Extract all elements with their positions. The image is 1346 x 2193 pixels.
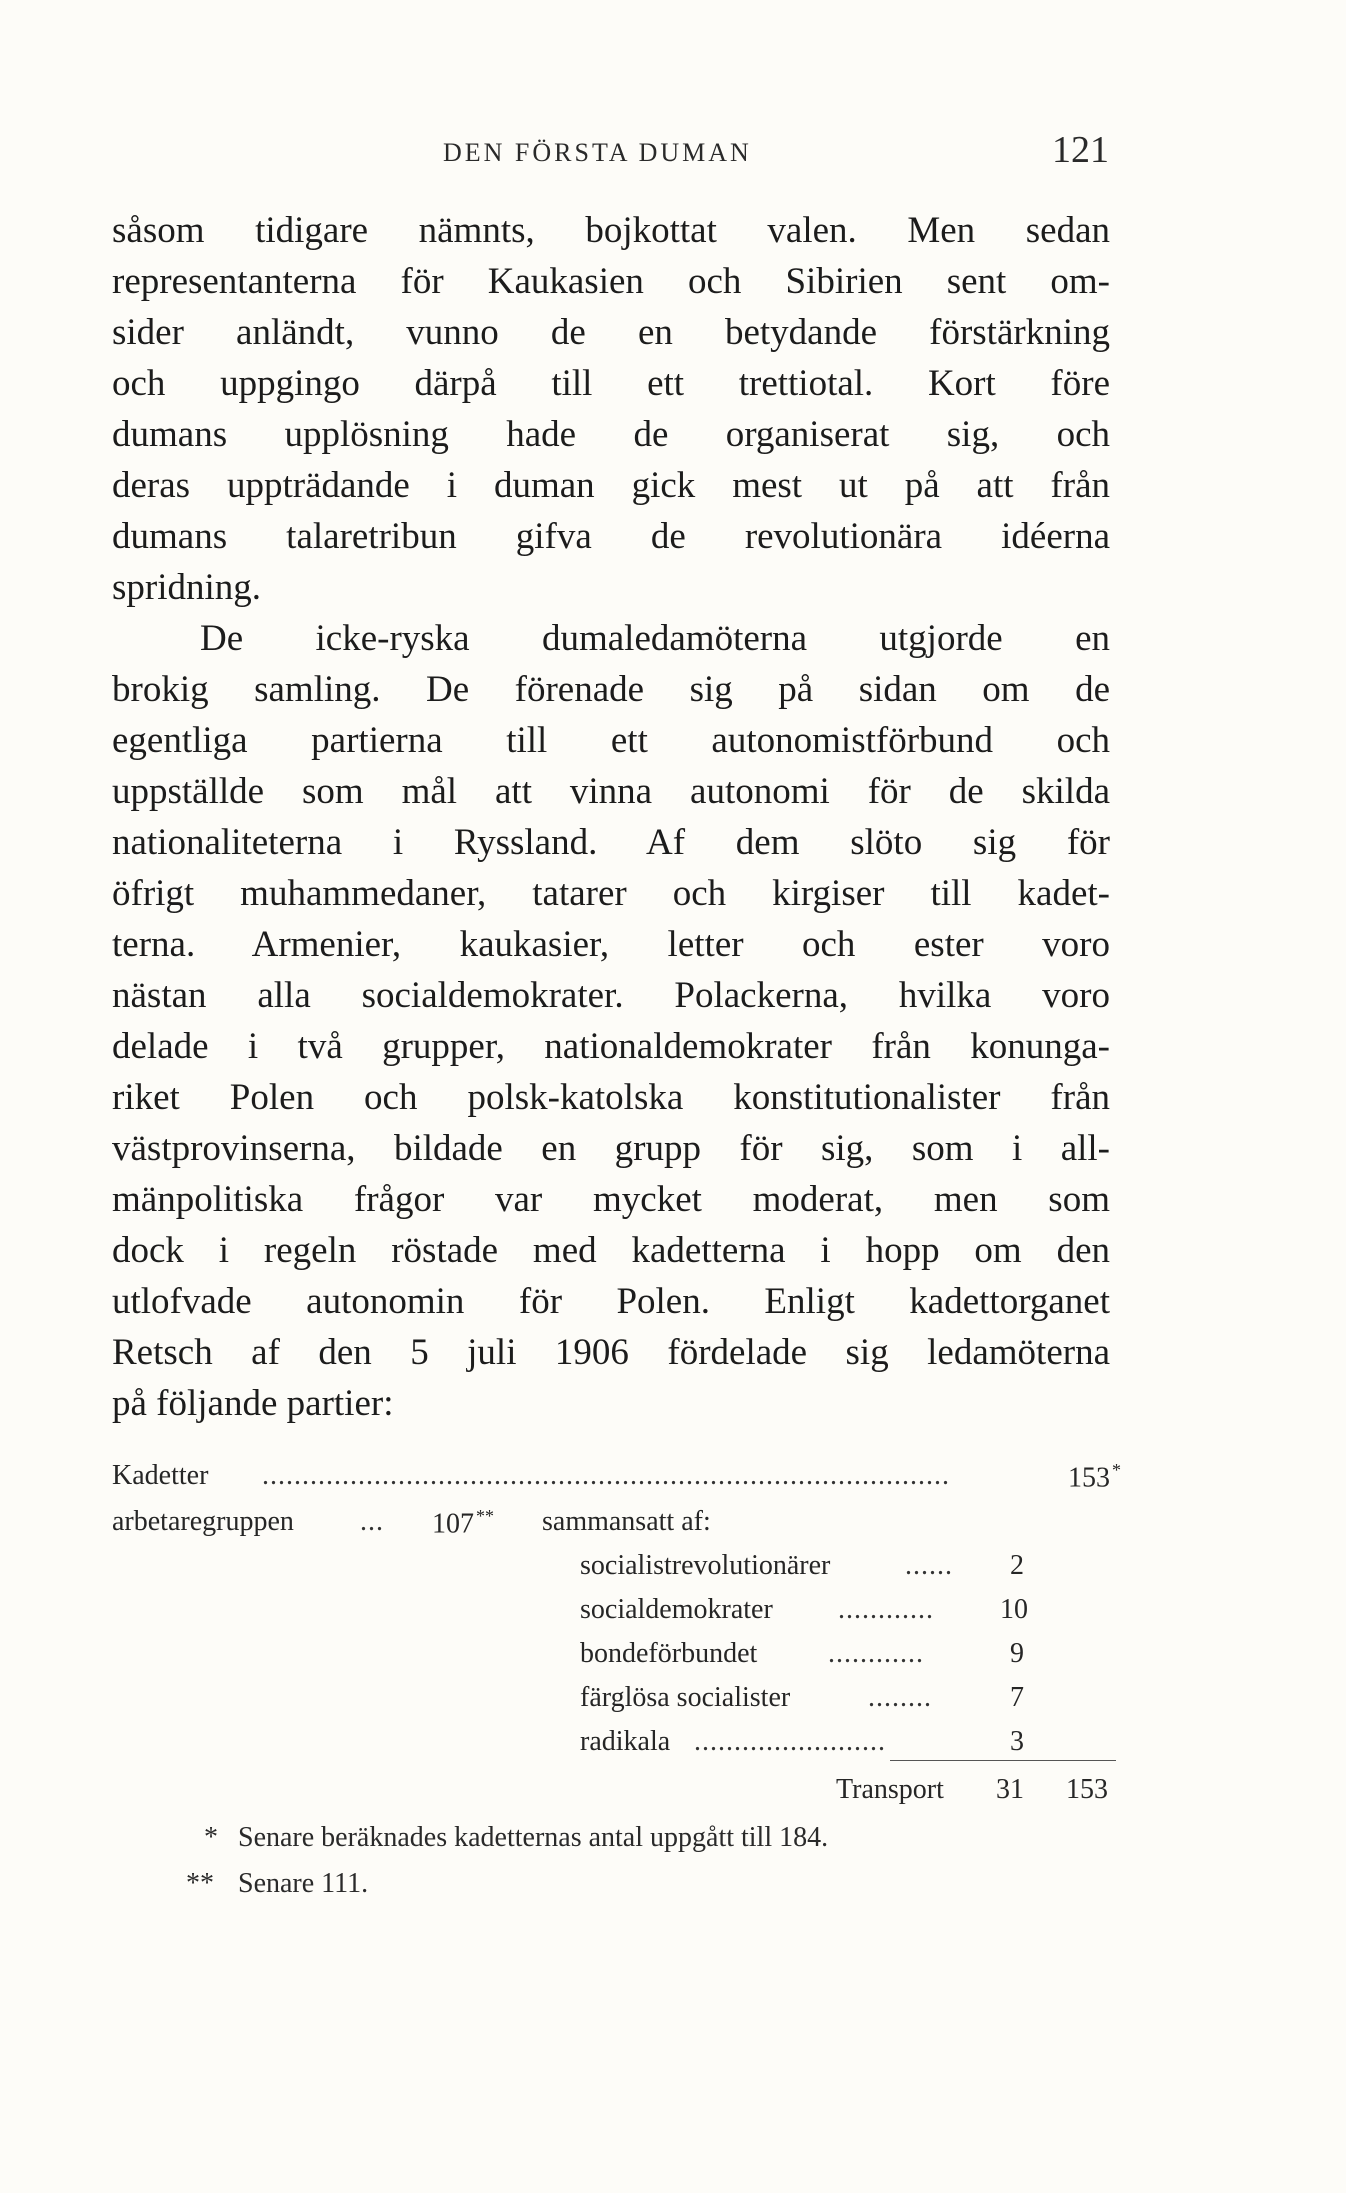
text-line: västprovinserna, bildade en grupp för sig, som i all- [112,1128,1110,1169]
text-line: brokig samling. De förenade sig på sidan om de [112,669,1110,710]
kadetter-label: Kadetter [112,1460,209,1491]
footnote-mark: ** [476,1506,494,1526]
footnote-text: Senare 111. [238,1868,369,1899]
text-line: dumans talaretribun gifva de revolutionära idéerna [112,516,1110,557]
sub-item-value: 2 [1010,1550,1024,1581]
text-line: sider anländt, vunno de en betydande förstärkning [112,312,1110,353]
text-line: utlofvade autonomin för Polen. Enligt kadettorganet [112,1281,1110,1322]
leader-dots: ...................................................................................... [262,1460,950,1491]
footnote-mark: * [204,1822,218,1853]
leader-dots: ........................ [694,1726,886,1757]
text-line: nationaliteterna i Ryssland. Af dem slöto sig för [112,822,1110,863]
text-line: spridning. [112,567,262,608]
footnote-mark: ** [186,1868,214,1899]
arbetaregruppen-value [432,1506,494,1540]
leader-dots: ... [360,1506,384,1537]
arbetaregruppen-label: arbetaregruppen [112,1506,294,1537]
sub-item-value: 7 [1010,1682,1024,1713]
running-header: DEN FÖRSTA DUMAN [443,138,752,167]
sub-item-label: färglösa socialister [580,1682,791,1713]
arbetaregruppen-number: 107 [432,1508,474,1540]
text-line: terna. Armenier, kaukasier, letter och ester voro [112,924,1110,965]
text-line: egentliga partierna till ett autonomistförbund och [112,720,1110,761]
page-number: 121 [1052,129,1109,171]
text-line: deras uppträdande i duman gick mest ut på att från [112,465,1110,506]
kadetter-number: 153 [1068,1462,1110,1494]
footnote-mark: * [1112,1460,1121,1480]
leader-dots: ............ [838,1594,934,1625]
sub-item-value: 10 [1000,1594,1028,1625]
text-line: Retsch af den 5 juli 1906 fördelade sig ledamöterna [112,1332,1110,1373]
text-line: och uppgingo därpå till ett trettiotal. Kort före [112,363,1110,404]
transport-total: 153 [1066,1774,1108,1805]
sub-item-label: socialistrevolutionärer [580,1550,831,1581]
transport-subtotal: 31 [996,1774,1024,1805]
footnote-text: Senare beräknades kadetternas antal uppgått till 184. [238,1822,829,1853]
sub-item-value: 3 [1010,1726,1024,1757]
text-line: såsom tidigare nämnts, bojkottat valen. Men sedan [112,210,1110,251]
sammansatt-label: sammansatt af: [542,1506,711,1537]
kadetter-value [1068,1460,1121,1494]
sub-item-label: bondeförbundet [580,1638,758,1669]
text-line: uppställde som mål att vinna autonomi för de skilda [112,771,1110,812]
text-line: nästan alla socialdemokrater. Polackerna, hvilka voro [112,975,1110,1016]
leader-dots: ........ [868,1682,932,1713]
sub-item-value: 9 [1010,1638,1024,1669]
sub-item-label: socialdemokrater [580,1594,773,1625]
text-line: dumans upplösning hade de organiserat sig, och [112,414,1110,455]
transport-label: Transport [836,1774,944,1805]
text-line: representanterna för Kaukasien och Sibirien sent om- [112,261,1110,302]
sub-item-label: radikala [580,1726,671,1757]
text-line: riket Polen och polsk-katolska konstitutionalister från [112,1077,1110,1118]
text-line: mänpolitiska frågor var mycket moderat, men som [112,1179,1110,1220]
text-line: öfrigt muhammedaner, tatarer och kirgiser till kadet- [112,873,1110,914]
text-line: dock i regeln röstade med kadetterna i hopp om den [112,1230,1110,1271]
text-line: delade i två grupper, nationaldemokrater från konunga- [112,1026,1110,1067]
leader-dots: ............ [828,1638,924,1669]
text-line: De icke-ryska dumaledamöterna utgjorde en [200,618,1110,659]
sum-rule [890,1760,1116,1761]
leader-dots: ...... [905,1550,953,1581]
text-line: på följande partier: [112,1383,394,1424]
